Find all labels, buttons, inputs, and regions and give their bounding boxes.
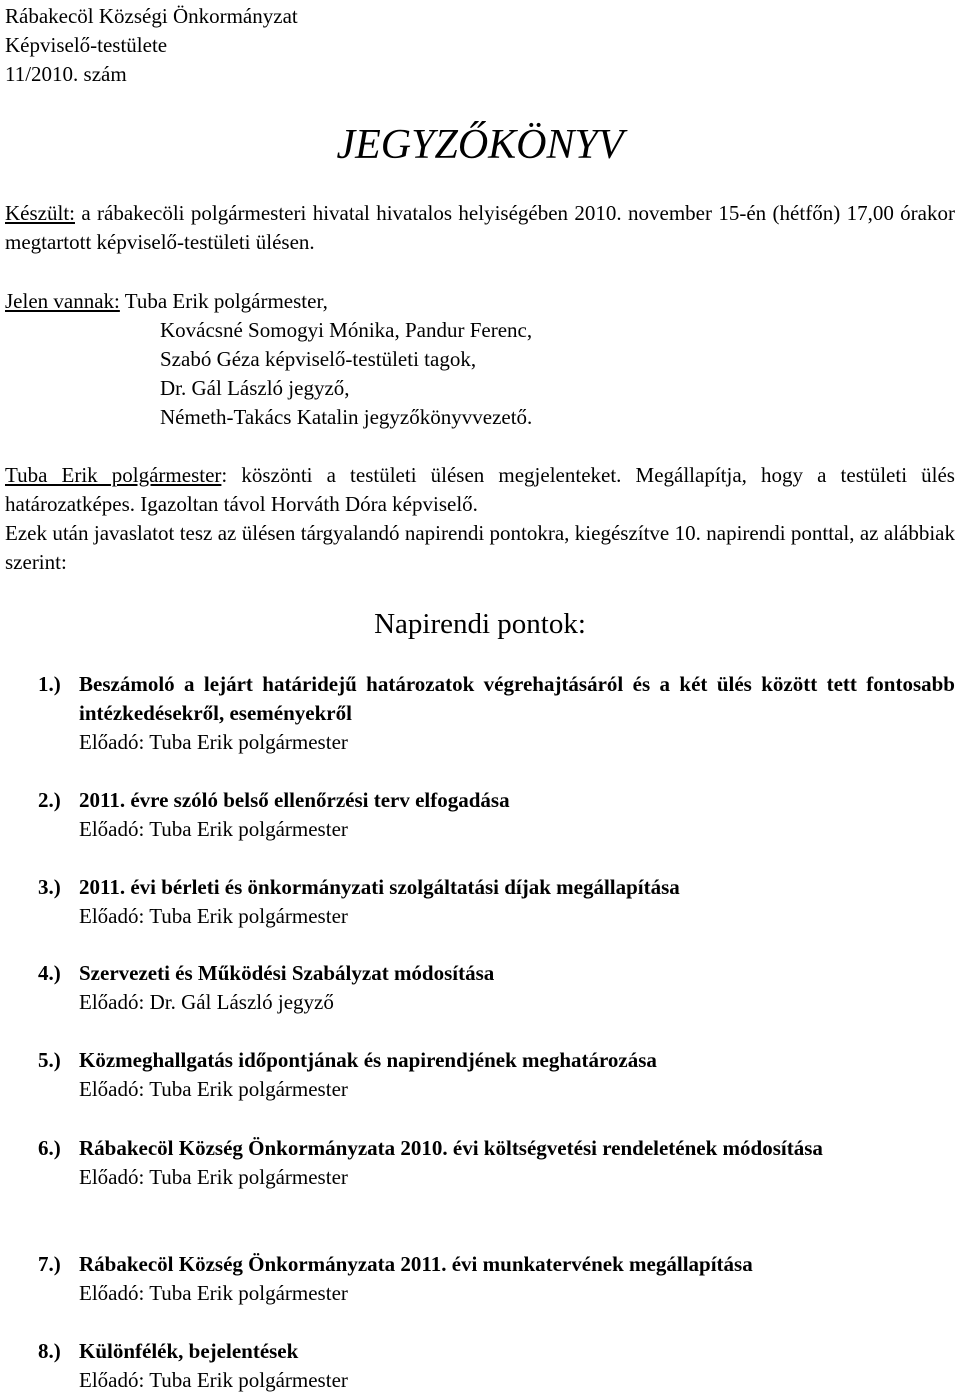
agenda-item-presenter: Előadó: Tuba Erik polgármester [79,730,348,754]
jelen-section [5,287,955,429]
jelen-line-2: Kovácsné Somogyi Mónika, Pandur Ferenc, [160,318,533,342]
agenda-item-title: Rábakecöl Község Önkormányzata 2010. évi költségvetési rendeletének módosítása [79,1136,823,1160]
agenda-item-number: 4.) [38,961,61,985]
agenda-item-number: 5.) [38,1048,61,1072]
jelen-line-3: Szabó Géza képviselő-testületi tagok, [160,347,477,371]
keszult-paragraph [5,199,955,257]
agenda-item-number: 2.) [38,788,61,812]
agenda-heading: Napirendi pontok: [374,608,586,640]
agenda-item-number: 6.) [38,1136,61,1160]
intro-text-2: Ezek után javaslatot tesz az ülésen tárgyalandó napirendi pontokra, kiegészítve 10. napirendi ponttal, az alábbiak szerint: [5,521,955,574]
jelen-line-4: Dr. Gál László jegyző, [160,376,350,400]
intro-paragraph-2 [5,519,955,577]
header-number: 11/2010. szám [5,62,127,86]
jelen-label: Jelen vannak: [5,289,120,313]
agenda-item-presenter: Előadó: Tuba Erik polgármester [79,1077,348,1101]
agenda-item-title: Különfélék, bejelentések [79,1339,299,1363]
agenda-item-presenter: Előadó: Tuba Erik polgármester [79,904,348,928]
agenda-item-title: Szervezeti és Működési Szabályzat módosítása [79,961,495,985]
agenda-item-presenter: Előadó: Tuba Erik polgármester [79,1165,348,1189]
agenda-item-presenter: Előadó: Tuba Erik polgármester [79,1281,348,1305]
intro-paragraph [5,461,955,519]
document-header [5,2,298,89]
agenda-item-presenter: Előadó: Tuba Erik polgármester [79,817,348,841]
jelen-line-5: Németh-Takács Katalin jegyzőkönyvvezető. [160,405,533,429]
keszult-label: Készült: [5,201,75,225]
intro-speaker: Tuba Erik polgármester [5,463,222,487]
agenda-item-number: 8.) [38,1339,61,1363]
agenda-item-number: 3.) [38,875,61,899]
agenda-item-number: 1.) [38,672,61,696]
agenda-item-title: Beszámoló a lejárt határidejű határozatok végrehajtásáról és a két ülés között tett fontosabb intézkedésekről, eseményekről [79,672,955,725]
document-title: JEGYZŐKÖNYV [336,122,624,168]
keszult-text: a rábakecöli polgármesteri hivatal hivatalos helyiségében 2010. november 15-én (hétfőn) 17,00 órakor megtartott képviselő-testületi ülésen. [5,201,955,254]
agenda-item-title: 2011. évre szóló belső ellenőrzési terv elfogadása [79,788,510,812]
agenda-item-presenter: Előadó: Tuba Erik polgármester [79,1368,348,1392]
header-body: Képviselő-testülete [5,33,168,57]
agenda-item-title: 2011. évi bérleti és önkormányzati szolgáltatási díjak megállapítása [79,875,680,899]
agenda-item-number: 7.) [38,1252,61,1276]
intro-text: : köszönti a testületi ülésen megjelenteket. Megállapítja, hogy a testületi ülés határozatképes. Igazoltan távol Horváth Dóra képviselő. [5,463,955,516]
agenda-item-title: Rábakecöl Község Önkormányzata 2011. évi munkatervének megállapítása [79,1252,753,1276]
jelen-line-1: Tuba Erik polgármester, [124,289,328,313]
agenda-item-title: Közmeghallgatás időpontjának és napirendjének meghatározása [79,1048,657,1072]
agenda-item-presenter: Előadó: Dr. Gál László jegyző [79,990,334,1014]
header-organization: Rábakecöl Községi Önkormányzat [5,4,298,28]
